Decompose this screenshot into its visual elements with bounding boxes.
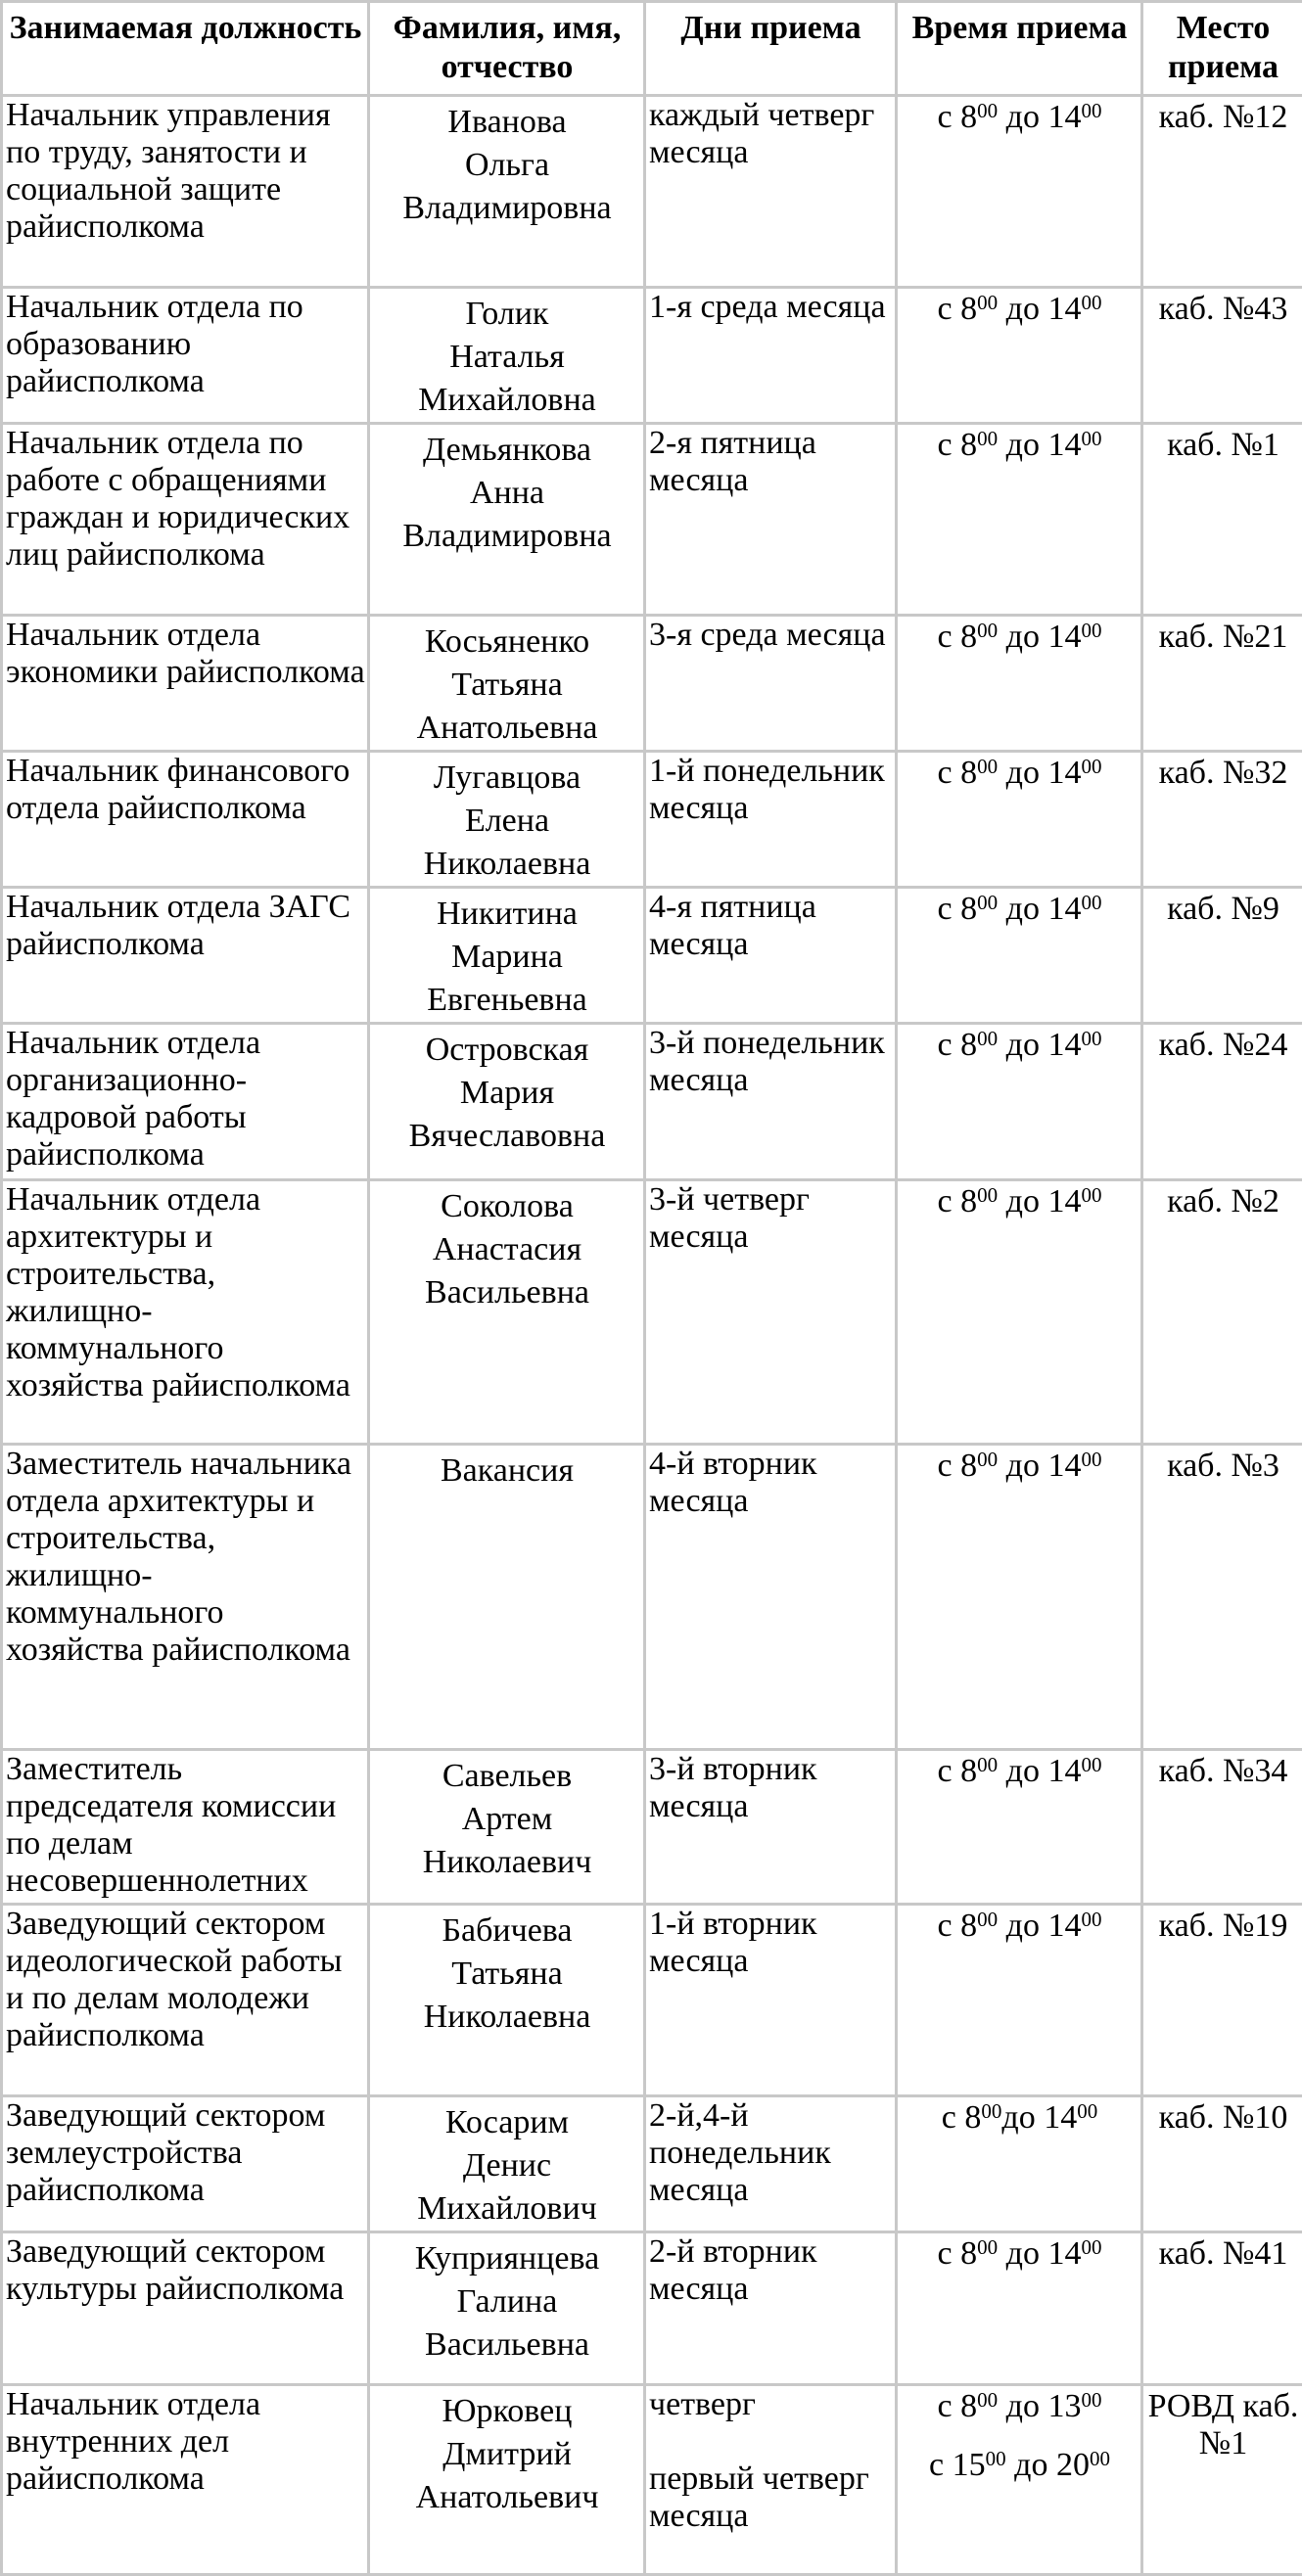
name-part: Дмитрий: [373, 2433, 641, 2476]
name-part: Татьяна: [373, 664, 641, 707]
cell-time: [897, 1024, 1142, 1180]
days-text: 3-й понедельник месяца: [649, 1025, 893, 1099]
cell-position: Начальник управления по труду, занятости и социальной защите райисполкома: [2, 96, 369, 288]
time-to-minutes: 00: [1081, 2388, 1101, 2412]
days-text: 3-я среда месяца: [649, 617, 893, 654]
time-to-minutes: 00: [1090, 2447, 1110, 2470]
cell-position: Начальник финансового отдела райисполкома: [2, 752, 369, 888]
days-text: 4-я пятница месяца: [649, 889, 893, 963]
time-from-minutes: 00: [977, 291, 998, 314]
cell-days: [645, 616, 897, 752]
cell-position: Заместитель председателя комиссии по делам несовершеннолетних: [2, 1750, 369, 1905]
table-row: [2, 752, 1302, 888]
time-from-minutes: 00: [977, 2388, 998, 2412]
name-part: Марина: [373, 936, 641, 979]
cell-name: [369, 1905, 645, 2096]
days-text: четверг: [649, 2386, 893, 2423]
cell-position: Начальник отдела по образованию райисполкома: [2, 288, 369, 424]
cell-place: каб. №10: [1142, 2096, 1302, 2232]
name-part: Михайлович: [373, 2187, 641, 2231]
cell-position: Заведующий сектором культуры райисполкома: [2, 2232, 369, 2385]
time-from-minutes: 00: [977, 1027, 998, 1050]
cell-days: [645, 2096, 897, 2232]
cell-position: Начальник отдела архитектуры и строительства, жилищно-коммунального хозяйства райисполкома: [2, 1180, 369, 1445]
cell-days: [645, 288, 897, 424]
header-place: Место приема: [1142, 2, 1302, 96]
time-to-minutes: 00: [1081, 427, 1101, 450]
cell-days: [645, 424, 897, 616]
table-row: [2, 2096, 1302, 2232]
cell-time: [897, 288, 1142, 424]
header-position: Занимаемая должность: [2, 2, 369, 96]
name-part: Анна: [373, 472, 641, 515]
time-from-minutes: 00: [981, 2099, 1001, 2123]
name-part: Николаевна: [373, 1996, 641, 2039]
time-to-minutes: 00: [1081, 1908, 1101, 1931]
cell-name: [369, 2232, 645, 2385]
time-from-minutes: 00: [977, 1753, 998, 1776]
time-range: с $8^{00}$ до $14^{00}$: [901, 619, 1139, 656]
time-from-minutes: 00: [977, 619, 998, 642]
days-text: 2-й вторник месяца: [649, 2233, 893, 2308]
time-to-minutes: 00: [1081, 1183, 1101, 1207]
cell-time: [897, 1445, 1142, 1750]
name-part: Васильевна: [373, 2323, 641, 2367]
cell-days: [645, 2232, 897, 2385]
cell-name: [369, 96, 645, 288]
cell-time: [897, 2096, 1142, 2232]
cell-time: [897, 616, 1142, 752]
cell-name: [369, 752, 645, 888]
days-text: первый четверг месяца: [649, 2461, 893, 2535]
name-part: Васильевна: [373, 1271, 641, 1314]
cell-days: [645, 1024, 897, 1180]
time-range: с $15^{00}$ до $20^{00}$: [901, 2447, 1139, 2484]
table-row: [2, 2385, 1302, 2575]
name-part: Наталья: [373, 336, 641, 379]
cell-name: [369, 1024, 645, 1180]
name-part: Голик: [373, 293, 641, 336]
time-range: с $8^{00}до$ $14^{00}$: [901, 2099, 1139, 2137]
cell-time: [897, 1750, 1142, 1905]
cell-time: [897, 96, 1142, 288]
time-range: с $8^{00}$ до $14^{00}$: [901, 2235, 1139, 2273]
cell-place: каб. №21: [1142, 616, 1302, 752]
table-row: [2, 1024, 1302, 1180]
name-part: Куприянцева: [373, 2237, 641, 2280]
time-to-minutes: 00: [1081, 1753, 1101, 1776]
cell-place: каб. №41: [1142, 2232, 1302, 2385]
name-part: Ольга: [373, 144, 641, 187]
time-to-minutes: 00: [1081, 619, 1101, 642]
time-to-minutes: 00: [1081, 291, 1101, 314]
table-body: [2, 96, 1302, 2575]
cell-place: каб. №32: [1142, 752, 1302, 888]
cell-days: [645, 96, 897, 288]
time-to-minutes: 00: [1077, 2099, 1097, 2123]
days-text: 1-й понедельник месяца: [649, 753, 893, 827]
header-name: Фамилия, имя, отчество: [369, 2, 645, 96]
cell-place: каб. №34: [1142, 1750, 1302, 1905]
time-range: с $8^{00}$ до $14^{00}$: [901, 891, 1139, 928]
name-part: Мария: [373, 1072, 641, 1115]
days-text: 3-й вторник месяца: [649, 1751, 893, 1825]
header-row: [2, 2, 1302, 96]
cell-name: [369, 288, 645, 424]
header-days: Дни приема: [645, 2, 897, 96]
time-to-minutes: 00: [1081, 1448, 1101, 1471]
days-text: каждый четверг месяца: [649, 97, 893, 171]
time-range: с $8^{00}$ до $14^{00}$: [901, 1448, 1139, 1485]
cell-name: [369, 616, 645, 752]
cell-position: Начальник отдела экономики райисполкома: [2, 616, 369, 752]
cell-name: [369, 1750, 645, 1905]
cell-position: Начальник отдела внутренних дел райисполкома: [2, 2385, 369, 2575]
cell-name: [369, 2385, 645, 2575]
cell-position: Заведующий сектором идеологической работы и по делам молодежи райисполкома: [2, 1905, 369, 2096]
time-to-minutes: 00: [1081, 891, 1101, 914]
time-from-minutes: 00: [977, 2235, 998, 2259]
name-part: Никитина: [373, 893, 641, 936]
days-text: 2-я пятница месяца: [649, 425, 893, 499]
cell-place: каб. №43: [1142, 288, 1302, 424]
cell-position: Начальник отдела по работе с обращениями граждан и юридических лиц райисполкома: [2, 424, 369, 616]
name-part: Елена: [373, 800, 641, 843]
name-part: Вячеславовна: [373, 1115, 641, 1158]
cell-place: каб. №19: [1142, 1905, 1302, 2096]
name-part: Лугавцова: [373, 757, 641, 800]
cell-days: [645, 1445, 897, 1750]
table-row: [2, 1445, 1302, 1750]
name-part: Вакансия: [373, 1449, 641, 1493]
name-part: Савельев: [373, 1755, 641, 1798]
time-from-minutes: 00: [977, 1908, 998, 1931]
table-row: [2, 288, 1302, 424]
cell-days: [645, 888, 897, 1024]
cell-place: каб. №24: [1142, 1024, 1302, 1180]
time-to-minutes: 00: [1081, 755, 1101, 778]
cell-name: [369, 1445, 645, 1750]
days-text: 2-й,4-й понедельник месяца: [649, 2097, 893, 2209]
name-part: Бабичева: [373, 1909, 641, 1953]
name-part: Николаевич: [373, 1841, 641, 1884]
name-part: Анатольевна: [373, 707, 641, 750]
header-time: Время приема: [897, 2, 1142, 96]
table-header: [2, 2, 1302, 96]
time-to-minutes: 00: [1081, 2235, 1101, 2259]
table-row: [2, 2232, 1302, 2385]
name-part: Косьяненко: [373, 621, 641, 664]
name-part: Юрковец: [373, 2390, 641, 2433]
time-range: с $8^{00}$ до $14^{00}$: [901, 1183, 1139, 1220]
cell-time: [897, 424, 1142, 616]
cell-time: [897, 888, 1142, 1024]
table-row: [2, 1905, 1302, 2096]
time-to-minutes: 00: [1081, 99, 1101, 122]
cell-place: каб. №9: [1142, 888, 1302, 1024]
cell-place: РОВД каб. №1: [1142, 2385, 1302, 2575]
time-range: с $8^{00}$ до $13^{00}$: [901, 2388, 1139, 2425]
cell-time: [897, 1905, 1142, 2096]
cell-days: [645, 752, 897, 888]
cell-days: [645, 2385, 897, 2575]
cell-position: Заместитель начальника отдела архитектуры и строительства, жилищно-коммунального хозяйства райисполкома: [2, 1445, 369, 1750]
days-text: 1-й вторник месяца: [649, 1906, 893, 1980]
time-from-minutes: 00: [986, 2447, 1006, 2470]
cell-name: [369, 2096, 645, 2232]
time-range: с $8^{00}$ до $14^{00}$: [901, 1908, 1139, 1945]
time-from-minutes: 00: [977, 755, 998, 778]
time-from-minutes: 00: [977, 99, 998, 122]
name-part: Николаевна: [373, 843, 641, 886]
cell-name: [369, 424, 645, 616]
time-to-minutes: 00: [1081, 1027, 1101, 1050]
time-from-minutes: 00: [977, 427, 998, 450]
time-from-minutes: 00: [977, 891, 998, 914]
name-part: Евгеньевна: [373, 979, 641, 1022]
cell-position: Заведующий сектором землеустройства райисполкома: [2, 2096, 369, 2232]
name-part: Михайловна: [373, 379, 641, 422]
cell-time: [897, 2385, 1142, 2575]
cell-days: [645, 1180, 897, 1445]
name-part: Анатольевич: [373, 2476, 641, 2519]
time-range: с $8^{00}$ до $14^{00}$: [901, 755, 1139, 792]
name-part: Демьянкова: [373, 429, 641, 472]
name-part: Косарим: [373, 2101, 641, 2144]
time-range: с $8^{00}$ до $14^{00}$: [901, 1027, 1139, 1064]
table-row: [2, 96, 1302, 288]
cell-name: [369, 1180, 645, 1445]
table-row: [2, 424, 1302, 616]
days-text: 3-й четверг месяца: [649, 1181, 893, 1256]
name-part: Островская: [373, 1029, 641, 1072]
time-from-minutes: 00: [977, 1448, 998, 1471]
cell-days: [645, 1905, 897, 2096]
table-row: [2, 1180, 1302, 1445]
name-part: Татьяна: [373, 1953, 641, 1996]
cell-time: [897, 1180, 1142, 1445]
table-row: [2, 1750, 1302, 1905]
name-part: Артем: [373, 1798, 641, 1841]
cell-name: [369, 888, 645, 1024]
time-range: с $8^{00}$ до $14^{00}$: [901, 99, 1139, 136]
cell-time: [897, 752, 1142, 888]
cell-days: [645, 1750, 897, 1905]
cell-place: каб. №12: [1142, 96, 1302, 288]
days-gap: [649, 2423, 893, 2461]
cell-place: каб. №3: [1142, 1445, 1302, 1750]
time-range: с $8^{00}$ до $14^{00}$: [901, 427, 1139, 464]
cell-position: Начальник отдела ЗАГС райисполкома: [2, 888, 369, 1024]
cell-place: каб. №2: [1142, 1180, 1302, 1445]
days-text: 4-й вторник месяца: [649, 1446, 893, 1520]
cell-position: Начальник отдела организационно-кадровой работы райисполкома: [2, 1024, 369, 1180]
time-from-minutes: 00: [977, 1183, 998, 1207]
name-part: Соколова: [373, 1185, 641, 1228]
time-range: с $8^{00}$ до $14^{00}$: [901, 1753, 1139, 1790]
cell-place: каб. №1: [1142, 424, 1302, 616]
name-part: Анастасия: [373, 1228, 641, 1271]
name-part: Владимировна: [373, 187, 641, 230]
time-range: с $8^{00}$ до $14^{00}$: [901, 291, 1139, 328]
name-part: Денис: [373, 2144, 641, 2187]
name-part: Иванова: [373, 101, 641, 144]
table-row: [2, 616, 1302, 752]
table-row: [2, 888, 1302, 1024]
days-text: 1-я среда месяца: [649, 289, 893, 326]
name-part: Галина: [373, 2280, 641, 2323]
cell-time: [897, 2232, 1142, 2385]
name-part: Владимировна: [373, 515, 641, 558]
